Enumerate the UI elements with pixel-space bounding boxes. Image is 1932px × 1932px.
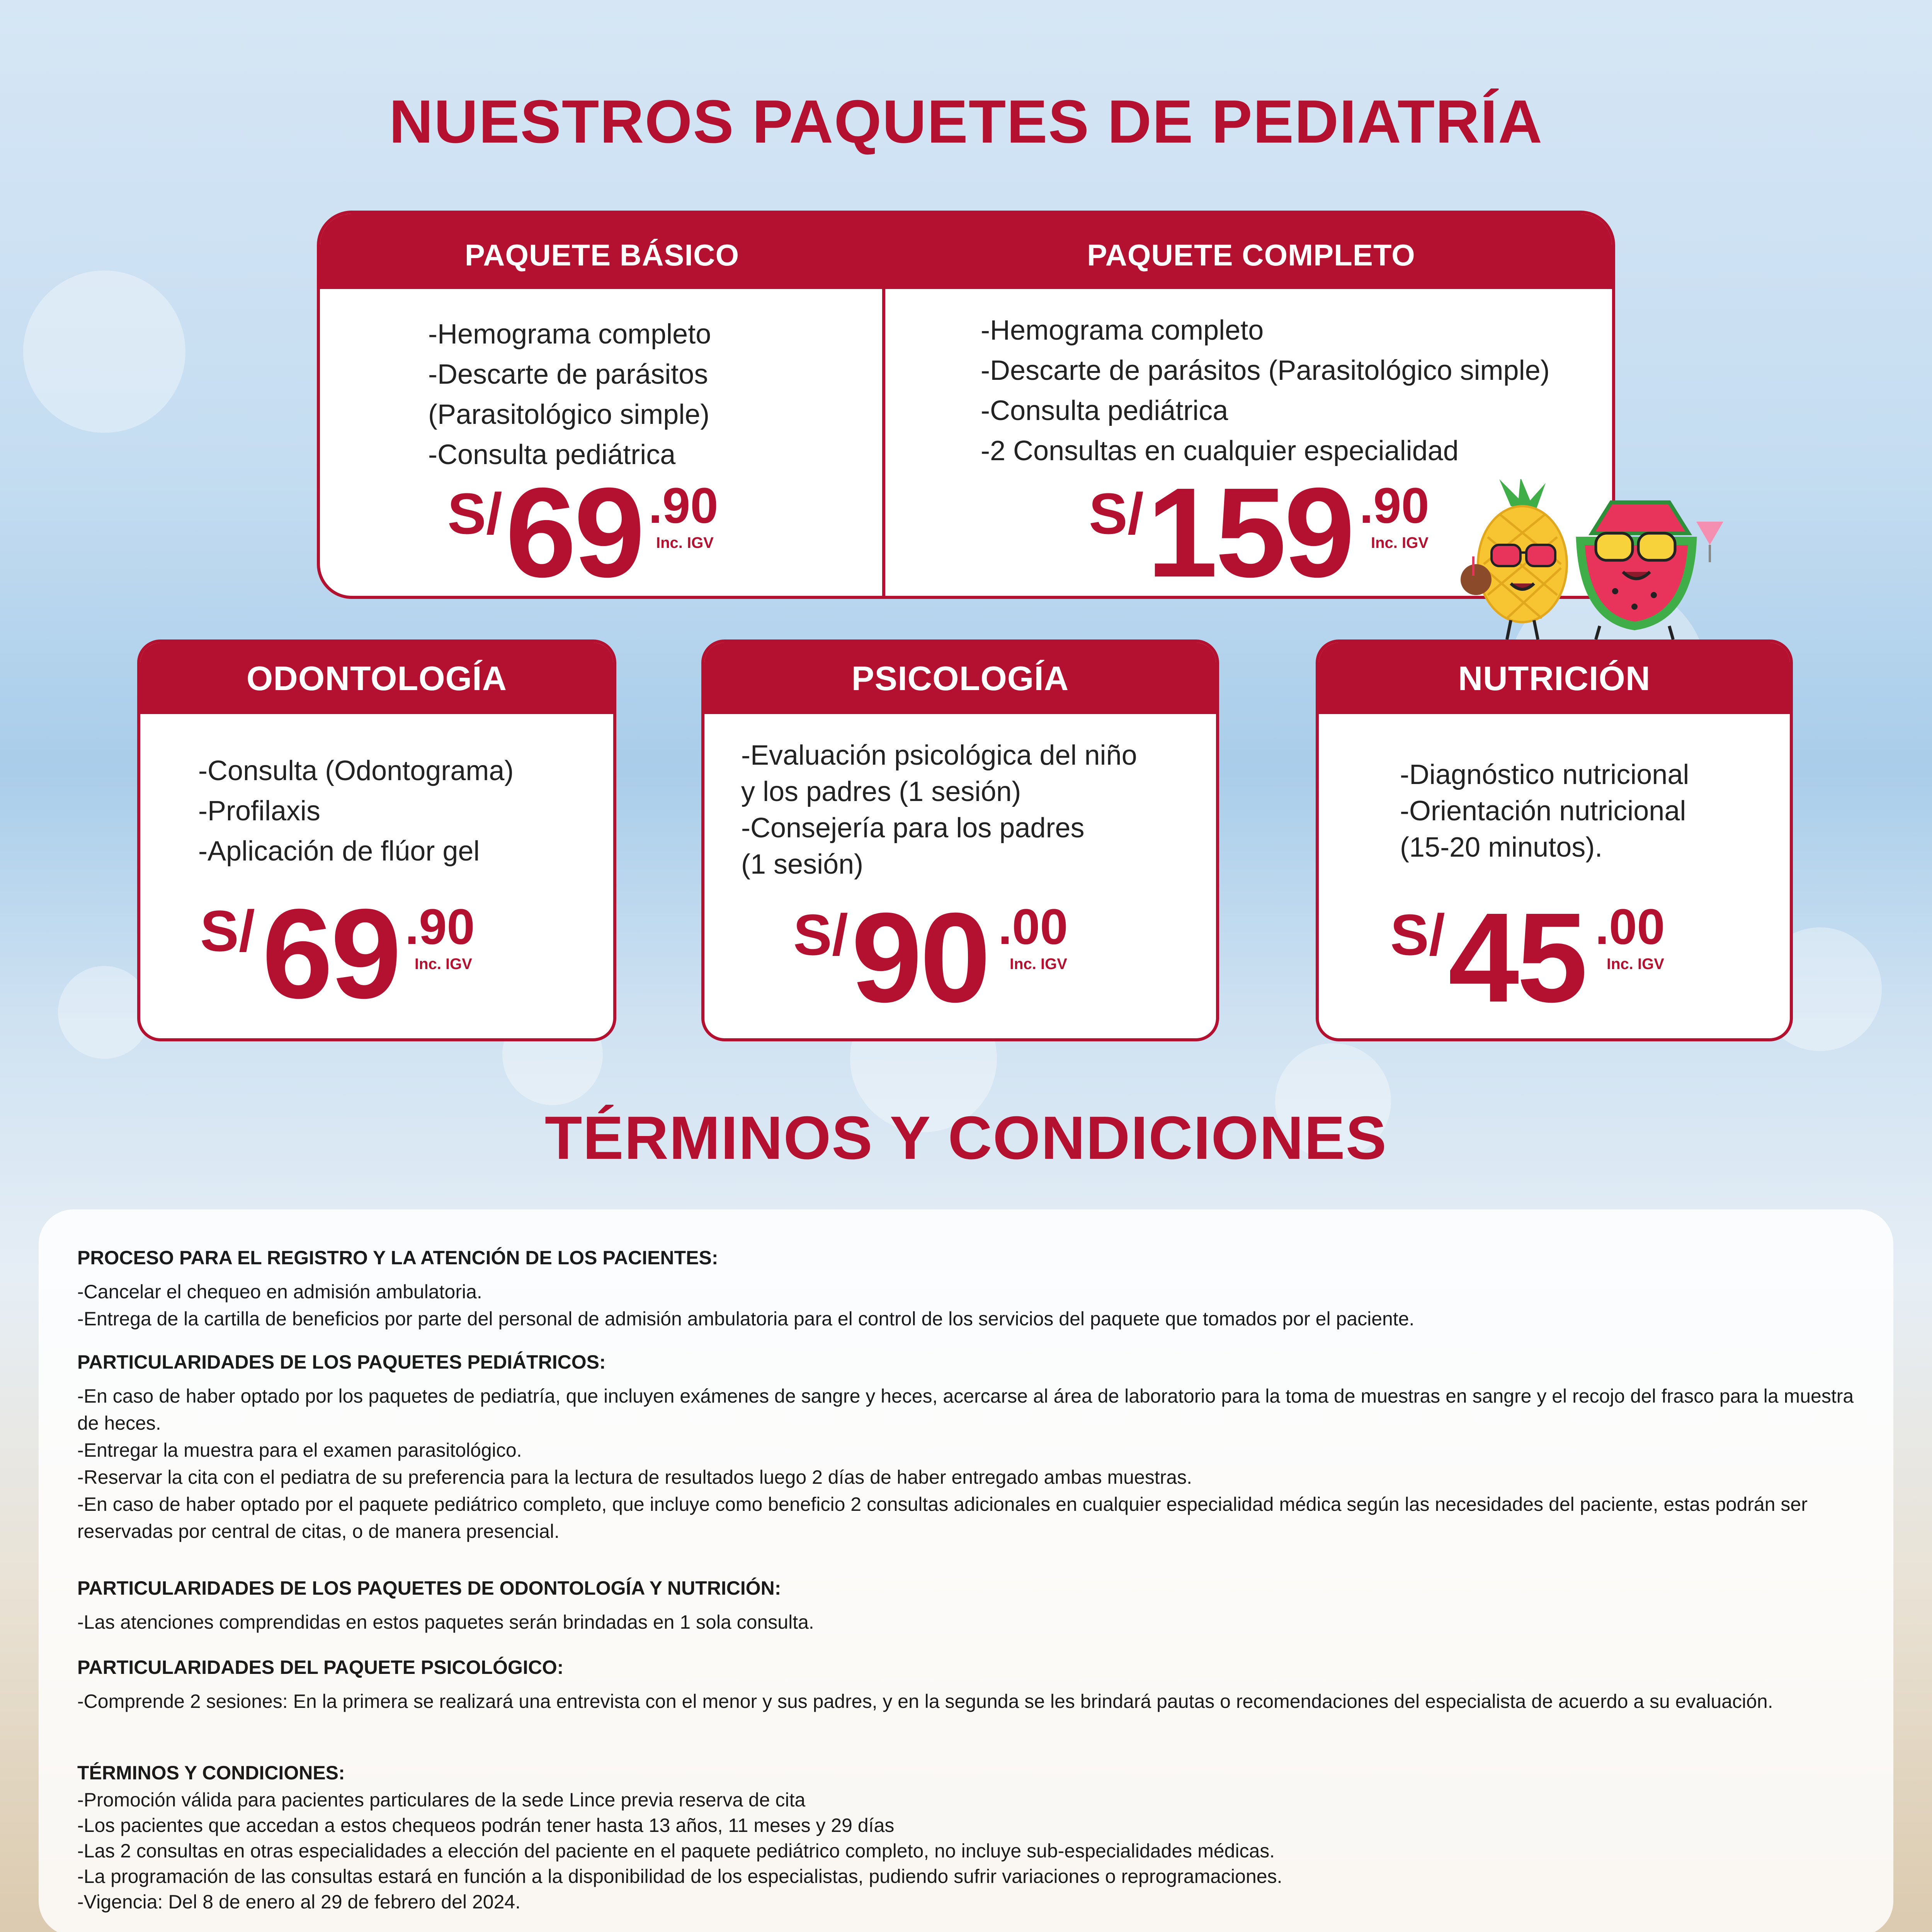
price-decimals: .90: [1359, 477, 1429, 534]
package-odontologia-title: ODONTOLOGÍA: [140, 643, 613, 714]
terms-section-pediatricos: [77, 1349, 1855, 1545]
page-title: NUESTROS PAQUETES DE PEDIATRÍA: [389, 88, 1543, 156]
currency-symbol: S/: [447, 481, 502, 546]
pediatric-packages-card: [317, 211, 1615, 599]
package-nutricion-items: [1400, 757, 1689, 866]
list-item: -2 Consultas en cualquier especialidad: [981, 435, 1459, 466]
terms-line: -La programación de las consultas estará en función a la disponibilidad de los especialistas, pudiendo sufrir variaciones o reprogramaciones.: [77, 1866, 1282, 1887]
package-basico-title: PAQUETE BÁSICO: [464, 238, 740, 272]
terms-line: -Las atenciones comprendidas en estos paquetes serán brindadas en 1 sola consulta.: [77, 1611, 814, 1633]
fruit-mascots-icon: [1453, 479, 1731, 641]
package-psicologia-items: [741, 737, 1137, 883]
package-psicologia-title: PSICOLOGÍA: [704, 643, 1216, 714]
terms-heading: TÉRMINOS Y CONDICIONES:: [77, 1762, 345, 1784]
list-item: -Evaluación psicológica del niño: [741, 740, 1137, 771]
list-item: -Consejería para los padres: [741, 813, 1085, 844]
price-amount: 45: [1448, 886, 1586, 1029]
terms-line: -En caso de haber optado por el paquete pediátrico completo, que incluye como beneficio 2 consultas adicionales en cualquier especialidad médica según las necesidades del paciente, estas podrán ser reservadas por central de citas, o de manera presencial.: [77, 1493, 1808, 1542]
package-nutricion-price: [1390, 886, 1761, 1037]
package-psicologia-card: [701, 639, 1219, 1041]
list-item: -Descarte de parásitos: [428, 359, 708, 390]
price-amount: 90: [851, 886, 989, 1029]
packages-divider: [882, 289, 885, 599]
package-nutricion-title: NUTRICIÓN: [1319, 643, 1790, 714]
list-item: -Descarte de parásitos (Parasitológico simple): [981, 355, 1550, 386]
list-item: -Hemograma completo: [428, 319, 711, 350]
terms-heading: PARTICULARIDADES DE LOS PAQUETES PEDIÁTRICOS:: [77, 1351, 606, 1373]
list-item: -Orientación nutricional: [1400, 796, 1686, 827]
terms-line: -Las 2 consultas en otras especialidades a elección del paciente en el paquete pediátrico completo, no incluye sub-especialidades médicas.: [77, 1840, 1275, 1862]
tax-note: Inc. IGV: [1371, 534, 1429, 551]
package-completo-price: [1089, 461, 1475, 599]
price-decimals: .00: [998, 898, 1068, 955]
list-item: -Profilaxis: [198, 796, 321, 827]
price-amount: 159: [1147, 461, 1353, 599]
tax-note: Inc. IGV: [1607, 956, 1664, 973]
currency-symbol: S/: [200, 898, 255, 963]
list-item: -Diagnóstico nutricional: [1400, 759, 1689, 790]
currency-symbol: S/: [1089, 481, 1144, 546]
package-basico-items: [428, 314, 711, 475]
package-psicologia-price: [793, 886, 1164, 1037]
list-item: -Aplicación de flúor gel: [198, 836, 480, 867]
price-decimals: .00: [1595, 898, 1665, 955]
terms-line: -Vigencia: Del 8 de enero al 29 de febrero del 2024.: [77, 1891, 521, 1913]
list-item: y los padres (1 sesión): [741, 776, 1021, 807]
tax-note: Inc. IGV: [1010, 956, 1067, 973]
list-item: (15-20 minutos).: [1400, 832, 1603, 863]
terms-line: -Entrega de la cartilla de beneficios por parte del personal de admisión ambulatoria para el control de los servicios del paquete que tomados por el paciente.: [77, 1308, 1415, 1330]
list-item: -Consulta pediátrica: [428, 439, 676, 470]
terms-section-terminos: [77, 1760, 1855, 1915]
terms-line: -Comprende 2 sesiones: En la primera se realizará una entrevista con el menor y sus padres, y en la segunda se les brindará pautas o recomendaciones del especialista de acuerdo a su evaluación.: [77, 1690, 1773, 1712]
tax-note: Inc. IGV: [415, 956, 472, 973]
package-odontologia-items: [198, 751, 514, 871]
price-decimals: .90: [648, 477, 718, 534]
terms-heading: PARTICULARIDADES DE LOS PAQUETES DE ODONTOLOGÍA Y NUTRICIÓN:: [77, 1577, 781, 1599]
terms-panel: [39, 1209, 1893, 1932]
currency-symbol: S/: [793, 902, 848, 967]
price-decimals: .90: [405, 898, 475, 955]
terms-line: -Promoción válida para pacientes particulares de la sede Lince previa reserva de cita: [77, 1789, 806, 1811]
terms-heading: PROCESO PARA EL REGISTRO Y LA ATENCIÓN DE LOS PACIENTES:: [77, 1247, 718, 1269]
package-basico-price: [447, 461, 795, 599]
terms-line: -Cancelar el chequeo en admisión ambulatoria.: [77, 1281, 482, 1303]
price-amount: 69: [262, 882, 400, 1025]
terms-section-odontologia-nutricion: [77, 1575, 1855, 1636]
tax-note: Inc. IGV: [656, 534, 714, 551]
list-item: (Parasitológico simple): [428, 399, 710, 430]
package-completo-items: [981, 310, 1550, 471]
terms-title: TÉRMINOS Y CONDICIONES: [544, 1104, 1388, 1172]
list-item: (1 sesión): [741, 849, 864, 880]
terms-section-psicologico: [77, 1654, 1855, 1715]
package-completo-title: PAQUETE COMPLETO: [1087, 238, 1415, 272]
list-item: -Consulta (Odontograma): [198, 755, 514, 786]
terms-heading: PARTICULARIDADES DEL PAQUETE PSICOLÓGICO:: [77, 1656, 564, 1678]
package-nutricion-card: [1316, 639, 1793, 1041]
terms-line: -En caso de haber optado por los paquetes de pediatría, que incluyen exámenes de sangre y heces, acercarse al área de laboratorio para la toma de muestras en sangre y el recojo del frasco para la muestra de heces.: [77, 1385, 1854, 1434]
terms-line: -Reservar la cita con el pediatra de su preferencia para la lectura de resultados luego 2 días de haber entregado ambas muestras.: [77, 1466, 1192, 1488]
list-item: -Hemograma completo: [981, 315, 1264, 346]
terms-line: -Entregar la muestra para el examen parasitológico.: [77, 1439, 522, 1461]
terms-section-registro: [77, 1244, 1855, 1332]
price-amount: 69: [505, 461, 643, 599]
package-odontologia-price: [200, 882, 571, 1033]
terms-line: -Los pacientes que accedan a estos chequeos podrán tener hasta 13 años, 11 meses y 29 días: [77, 1815, 895, 1836]
list-item: -Consulta pediátrica: [981, 395, 1228, 426]
package-odontologia-card: [137, 639, 616, 1041]
currency-symbol: S/: [1390, 902, 1445, 967]
